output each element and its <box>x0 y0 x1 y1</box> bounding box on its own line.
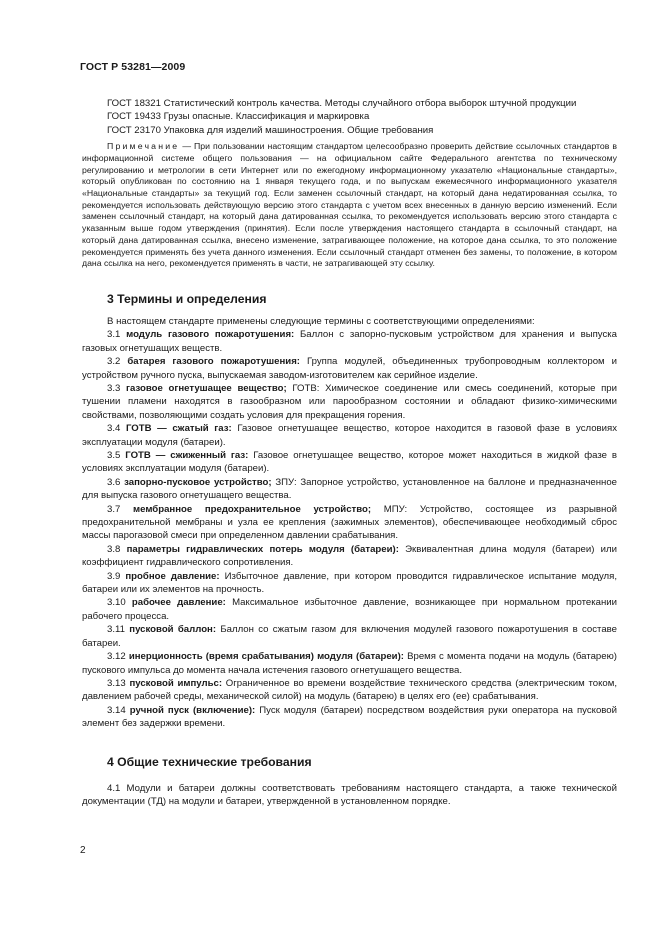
term-number: 3.5 <box>107 450 121 462</box>
term-3-5 <box>82 449 617 476</box>
section-4-1: 4.1 Модули и батареи должны соответствовать требованиям настоящего стандарта, а также технической документации (ТД) на модули и батареи, утвержденной в установленном порядке. <box>82 782 617 807</box>
term-name: пробное давление: <box>125 570 220 582</box>
section-4-title: 4 Общие технические требования <box>107 754 312 769</box>
term-3-1 <box>82 328 617 355</box>
term-3-2 <box>82 355 617 382</box>
term-3-8 <box>82 543 617 570</box>
term-definition: МПУ: Устройство, состоящее из разрывной предохранительной мембраны и узла ее крепления (зажимных элементов), обеспечивающее необходимый сброс массы парогазовой смеси при определенном давлении срабатывания. <box>82 503 618 542</box>
term-3-13 <box>82 677 617 704</box>
term-number: 3.3 <box>107 382 121 394</box>
term-number: 3.14 <box>107 704 126 716</box>
term-name: ГОТВ — сжатый газ: <box>125 423 232 435</box>
term-number: 3.9 <box>107 570 121 582</box>
term-name: пусковой импульс: <box>129 677 223 689</box>
term-3-12 <box>82 650 617 677</box>
term-definition: Максимальное избыточное давление, возникающее при нормальном протекании рабочего процесса. <box>82 597 617 622</box>
term-name: запорно-пусковое устройство; <box>124 476 272 488</box>
term-definition: Газовое огнетушащее вещество, которое может находиться в жидкой фазе в условиях эксплуатации модуля (батареи). <box>82 450 618 475</box>
page-number: 2 <box>80 845 86 856</box>
term-number: 3.6 <box>107 476 121 488</box>
term-definition: ГОТВ: Химическое соединение или смесь соединений, которые при тушении пламени находятся в газообразном или парообразном состоянии и обладают физико-химическими свойствами, позволяющими создать условия для прекращения горения. <box>82 382 617 421</box>
term-number: 3.1 <box>107 329 121 341</box>
note-label: Примечание <box>107 141 180 152</box>
term-definition: Избыточное давление, при котором проводится гидравлическое испытание модуля, батареи или их элементов на прочность. <box>82 570 617 596</box>
term-number: 3.10 <box>107 597 126 609</box>
term-name: ручной пуск (включение): <box>129 704 256 716</box>
note-paragraph <box>82 141 617 270</box>
term-name: модуль газового пожаротушения: <box>126 329 295 341</box>
term-definition: Группа модулей, объединенных трубопроводным коллектором и устройством ручного пуска, выпускаемая заводом-изготовителем как серийное изделие. <box>82 356 617 381</box>
document-header: ГОСТ Р 53281—2009 <box>80 61 186 73</box>
term-name: батарея газового пожаротушения: <box>127 356 300 368</box>
term-name: инерционность (время срабатывания) модуля (батареи): <box>128 651 404 663</box>
term-number: 3.13 <box>107 677 126 689</box>
term-3-11 <box>82 623 617 650</box>
term-definition: Баллон со сжатым газом для включения модулей газового пожаротушения в составе батареи. <box>82 624 618 649</box>
term-3-4 <box>82 422 617 449</box>
term-definition: Время с момента подачи на модуль (батарею) пускового импульса до момента начала истечения газового огнетушащего вещества. <box>82 651 617 676</box>
term-number: 3.4 <box>107 423 121 435</box>
term-number: 3.11 <box>107 624 125 636</box>
term-definition: ЗПУ: Запорное устройство, установленное на баллоне и предназначенное для выпуска газового огнетушащего вещества. <box>82 476 617 502</box>
term-number: 3.8 <box>107 543 121 555</box>
term-number: 3.7 <box>107 503 121 515</box>
term-definition: Ограниченное во времени воздействие технического средства (электрическим током, давлением рабочей среды, механической силой) на модуль (батарею) в целях его (ее) срабатывания. <box>82 677 617 703</box>
term-name: пусковой баллон: <box>129 624 217 636</box>
term-3-3 <box>82 382 617 422</box>
reference-gost-19433: ГОСТ 19433 Грузы опасные. Классификация и маркировка <box>107 111 370 123</box>
term-name: параметры гидравлических потерь модуля (батареи): <box>126 543 399 555</box>
term-definition: Газовое огнетушащее вещество, которое находится в газовой фазе в условиях эксплуатации модуля (батареи). <box>82 423 617 448</box>
page-content <box>82 97 617 808</box>
term-3-9 <box>82 570 617 597</box>
term-name: мембранное предохранительное устройство; <box>133 503 372 515</box>
term-3-7 <box>82 503 617 543</box>
reference-gost-18321: ГОСТ 18321 Статистический контроль качества. Методы случайного отбора выборок штучной продукции <box>107 98 577 109</box>
term-3-14 <box>82 704 617 731</box>
term-3-6 <box>82 476 617 503</box>
note-text: При пользовании настоящим стандартом целесообразно проверить действие ссылочных стандартов в информационной системе общего пользования — на официальном сайте Федерального агентства по техническому регулированию и метрологии в сети Интернет или по ежегодному информационному указателю «Национальные стандарты», который опубликован по состоянию на 1 января текущего года, и по выпускам ежемесячного информационного указателя «Национальные стандарты» за текущий год. Если заменен ссылочный стандарт, на который дана недатированная ссылка, то рекомендуется использовать действующую версию этого стандарта с учетом всех внесенных в данную версию изменений. Если заменен ссылочный стандарт, на который дана датированная ссылка, то рекомендуется использовать версию этого стандарта с указанным выше годом утверждения (принятия). Если после утверждения настоящего стандарта в ссылочный стандарт, на который дана датированная ссылка, внесено изменение, затрагивающее положение, на которое дана ссылка, то это положение рекомендуется применять без учета данного изменения. Если ссылочный стандарт отменен без замены, то положение, в котором дана ссылка на него, рекомендуется применять в части, не затрагивающей эту ссылку. <box>82 141 617 269</box>
term-definition: Эквивалентная длина модуля (батареи) или коэффициент гидравлического сопротивления. <box>82 543 617 569</box>
term-name: рабочее давление: <box>131 597 226 609</box>
term-definition: Баллон с запорно-пусковым устройством для хранения и выпуска газовых огнетушащих веществ. <box>82 329 618 354</box>
section-3-intro: В настоящем стандарте применены следующие термины с соответствующими определениями: <box>107 315 535 327</box>
term-name: ГОТВ — сжиженный газ: <box>125 450 249 462</box>
term-name: газовое огнетушащее вещество; <box>126 382 287 394</box>
term-3-10 <box>82 596 617 623</box>
reference-gost-23170: ГОСТ 23170 Упаковка для изделий машиностроения. Общие требования <box>107 124 434 136</box>
term-definition: Пуск модуля (батареи) посредством воздействия руки оператора на пусковой элемент без задержки времени. <box>82 704 617 730</box>
note-dash: — <box>179 141 195 152</box>
term-number: 3.2 <box>107 356 121 368</box>
section-3-title: 3 Термины и определения <box>107 291 267 306</box>
term-number: 3.12 <box>107 651 126 663</box>
